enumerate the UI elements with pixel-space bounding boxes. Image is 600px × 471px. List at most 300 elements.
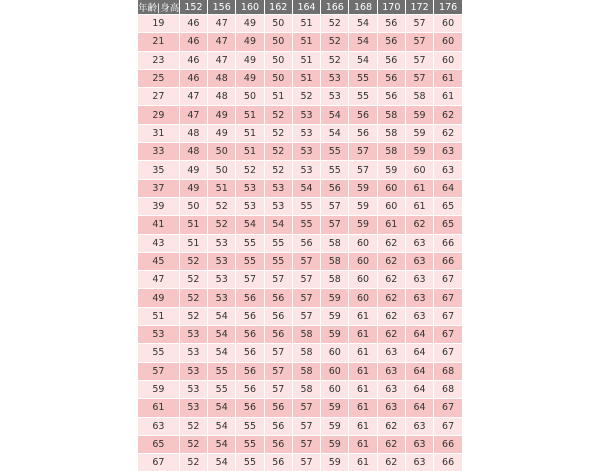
weight-cell: 53 bbox=[292, 106, 320, 124]
weight-cell: 62 bbox=[377, 417, 405, 435]
weight-cell: 60 bbox=[377, 197, 405, 215]
weight-cell: 54 bbox=[208, 326, 236, 344]
weight-cell: 62 bbox=[434, 106, 462, 124]
weight-cell: 49 bbox=[208, 106, 236, 124]
age-cell: 59 bbox=[138, 380, 179, 398]
weight-cell: 53 bbox=[179, 399, 207, 417]
weight-cell: 53 bbox=[208, 289, 236, 307]
age-cell: 27 bbox=[138, 88, 179, 106]
weight-cell: 58 bbox=[377, 143, 405, 161]
weight-cell: 60 bbox=[405, 161, 433, 179]
weight-chart-table-wrapper bbox=[138, 0, 462, 471]
weight-cell: 68 bbox=[434, 362, 462, 380]
weight-cell: 53 bbox=[179, 362, 207, 380]
table-row bbox=[138, 15, 462, 33]
weight-cell: 51 bbox=[292, 15, 320, 33]
weight-cell: 55 bbox=[236, 417, 264, 435]
weight-cell: 57 bbox=[405, 51, 433, 69]
weight-cell: 51 bbox=[236, 106, 264, 124]
weight-cell: 51 bbox=[292, 51, 320, 69]
age-cell: 35 bbox=[138, 161, 179, 179]
table-row bbox=[138, 289, 462, 307]
weight-cell: 61 bbox=[377, 216, 405, 234]
weight-cell: 54 bbox=[236, 216, 264, 234]
weight-cell: 64 bbox=[405, 362, 433, 380]
weight-cell: 53 bbox=[236, 179, 264, 197]
height-header: 162 bbox=[264, 0, 292, 15]
weight-cell: 56 bbox=[236, 344, 264, 362]
weight-cell: 52 bbox=[264, 124, 292, 142]
weight-cell: 53 bbox=[321, 69, 349, 87]
table-row bbox=[138, 417, 462, 435]
weight-cell: 52 bbox=[179, 435, 207, 453]
weight-cell: 49 bbox=[236, 33, 264, 51]
age-cell: 25 bbox=[138, 69, 179, 87]
weight-cell: 56 bbox=[292, 234, 320, 252]
weight-cell: 46 bbox=[179, 15, 207, 33]
weight-cell: 58 bbox=[292, 326, 320, 344]
weight-cell: 57 bbox=[405, 33, 433, 51]
weight-cell: 62 bbox=[377, 252, 405, 270]
weight-cell: 61 bbox=[349, 326, 377, 344]
weight-cell: 59 bbox=[405, 143, 433, 161]
weight-cell: 49 bbox=[179, 179, 207, 197]
weight-cell: 67 bbox=[434, 307, 462, 325]
weight-cell: 56 bbox=[377, 69, 405, 87]
table-row bbox=[138, 124, 462, 142]
weight-cell: 68 bbox=[434, 380, 462, 398]
weight-cell: 61 bbox=[349, 344, 377, 362]
weight-cell: 61 bbox=[349, 454, 377, 471]
weight-cell: 52 bbox=[179, 289, 207, 307]
weight-cell: 53 bbox=[236, 197, 264, 215]
table-row bbox=[138, 51, 462, 69]
weight-cell: 47 bbox=[179, 88, 207, 106]
age-cell: 63 bbox=[138, 417, 179, 435]
weight-cell: 55 bbox=[236, 252, 264, 270]
weight-cell: 58 bbox=[321, 271, 349, 289]
height-header: 164 bbox=[292, 0, 320, 15]
weight-cell: 60 bbox=[349, 271, 377, 289]
weight-cell: 56 bbox=[264, 417, 292, 435]
age-cell: 19 bbox=[138, 15, 179, 33]
weight-cell: 53 bbox=[179, 326, 207, 344]
age-cell: 31 bbox=[138, 124, 179, 142]
weight-cell: 60 bbox=[349, 289, 377, 307]
age-cell: 67 bbox=[138, 454, 179, 471]
weight-cell: 57 bbox=[405, 15, 433, 33]
weight-cell: 46 bbox=[179, 33, 207, 51]
weight-cell: 55 bbox=[236, 435, 264, 453]
weight-cell: 52 bbox=[179, 417, 207, 435]
weight-cell: 57 bbox=[321, 197, 349, 215]
age-cell: 43 bbox=[138, 234, 179, 252]
weight-cell: 47 bbox=[208, 51, 236, 69]
weight-cell: 52 bbox=[179, 307, 207, 325]
weight-cell: 50 bbox=[208, 143, 236, 161]
weight-cell: 54 bbox=[264, 216, 292, 234]
weight-cell: 51 bbox=[236, 124, 264, 142]
age-cell: 45 bbox=[138, 252, 179, 270]
weight-cell: 56 bbox=[264, 399, 292, 417]
weight-cell: 63 bbox=[405, 435, 433, 453]
weight-cell: 63 bbox=[377, 399, 405, 417]
weight-cell: 58 bbox=[321, 234, 349, 252]
table-row bbox=[138, 216, 462, 234]
weight-cell: 52 bbox=[236, 161, 264, 179]
weight-cell: 63 bbox=[405, 234, 433, 252]
weight-cell: 55 bbox=[264, 234, 292, 252]
weight-cell: 56 bbox=[236, 307, 264, 325]
weight-cell: 61 bbox=[349, 362, 377, 380]
weight-cell: 53 bbox=[179, 344, 207, 362]
weight-cell: 53 bbox=[264, 179, 292, 197]
weight-cell: 65 bbox=[434, 197, 462, 215]
weight-cell: 56 bbox=[236, 326, 264, 344]
table-row bbox=[138, 197, 462, 215]
height-header: 166 bbox=[321, 0, 349, 15]
table-row bbox=[138, 179, 462, 197]
weight-cell: 46 bbox=[179, 69, 207, 87]
age-cell: 55 bbox=[138, 344, 179, 362]
weight-cell: 55 bbox=[208, 362, 236, 380]
table-row bbox=[138, 380, 462, 398]
table-row bbox=[138, 271, 462, 289]
weight-cell: 53 bbox=[208, 234, 236, 252]
weight-cell: 57 bbox=[292, 289, 320, 307]
weight-cell: 63 bbox=[377, 362, 405, 380]
weight-cell: 55 bbox=[236, 234, 264, 252]
weight-cell: 48 bbox=[208, 88, 236, 106]
weight-cell: 57 bbox=[405, 69, 433, 87]
weight-cell: 53 bbox=[321, 88, 349, 106]
table-row bbox=[138, 307, 462, 325]
weight-cell: 63 bbox=[405, 271, 433, 289]
weight-cell: 55 bbox=[321, 161, 349, 179]
weight-cell: 67 bbox=[434, 417, 462, 435]
weight-cell: 51 bbox=[264, 88, 292, 106]
weight-cell: 56 bbox=[236, 380, 264, 398]
weight-cell: 66 bbox=[434, 252, 462, 270]
weight-cell: 63 bbox=[434, 161, 462, 179]
weight-cell: 56 bbox=[236, 362, 264, 380]
weight-cell: 52 bbox=[179, 252, 207, 270]
age-cell: 61 bbox=[138, 399, 179, 417]
weight-cell: 50 bbox=[236, 88, 264, 106]
age-cell: 37 bbox=[138, 179, 179, 197]
age-cell: 51 bbox=[138, 307, 179, 325]
weight-cell: 54 bbox=[208, 307, 236, 325]
weight-cell: 54 bbox=[349, 51, 377, 69]
weight-cell: 66 bbox=[434, 454, 462, 471]
weight-cell: 60 bbox=[321, 344, 349, 362]
age-cell: 65 bbox=[138, 435, 179, 453]
weight-cell: 53 bbox=[292, 124, 320, 142]
height-header: 172 bbox=[405, 0, 433, 15]
weight-cell: 57 bbox=[236, 271, 264, 289]
weight-cell: 50 bbox=[179, 197, 207, 215]
weight-cell: 61 bbox=[405, 179, 433, 197]
weight-cell: 54 bbox=[292, 179, 320, 197]
weight-cell: 54 bbox=[321, 124, 349, 142]
table-row bbox=[138, 234, 462, 252]
weight-cell: 63 bbox=[405, 252, 433, 270]
weight-cell: 59 bbox=[349, 197, 377, 215]
weight-cell: 53 bbox=[292, 161, 320, 179]
weight-cell: 52 bbox=[321, 33, 349, 51]
weight-cell: 49 bbox=[236, 69, 264, 87]
weight-cell: 55 bbox=[264, 252, 292, 270]
weight-cell: 57 bbox=[349, 161, 377, 179]
weight-cell: 63 bbox=[377, 344, 405, 362]
age-cell: 57 bbox=[138, 362, 179, 380]
weight-cell: 56 bbox=[377, 51, 405, 69]
weight-cell: 56 bbox=[264, 454, 292, 471]
weight-cell: 57 bbox=[264, 362, 292, 380]
weight-cell: 63 bbox=[405, 454, 433, 471]
table-row bbox=[138, 435, 462, 453]
weight-cell: 51 bbox=[208, 179, 236, 197]
weight-cell: 63 bbox=[434, 143, 462, 161]
table-row bbox=[138, 88, 462, 106]
weight-cell: 57 bbox=[292, 435, 320, 453]
weight-cell: 59 bbox=[377, 161, 405, 179]
height-header: 170 bbox=[377, 0, 405, 15]
weight-cell: 56 bbox=[377, 33, 405, 51]
weight-cell: 62 bbox=[377, 271, 405, 289]
weight-cell: 57 bbox=[321, 216, 349, 234]
weight-cell: 55 bbox=[292, 197, 320, 215]
weight-cell: 50 bbox=[264, 33, 292, 51]
weight-cell: 52 bbox=[264, 143, 292, 161]
weight-cell: 56 bbox=[264, 326, 292, 344]
weight-cell: 52 bbox=[208, 216, 236, 234]
weight-cell: 62 bbox=[377, 326, 405, 344]
height-header: 156 bbox=[208, 0, 236, 15]
weight-cell: 59 bbox=[321, 417, 349, 435]
table-row bbox=[138, 362, 462, 380]
weight-cell: 61 bbox=[349, 380, 377, 398]
weight-cell: 64 bbox=[405, 344, 433, 362]
weight-cell: 58 bbox=[321, 252, 349, 270]
weight-cell: 59 bbox=[349, 216, 377, 234]
weight-cell: 56 bbox=[377, 15, 405, 33]
weight-cell: 62 bbox=[377, 234, 405, 252]
weight-cell: 61 bbox=[405, 197, 433, 215]
height-age-weight-table bbox=[138, 0, 462, 471]
weight-cell: 59 bbox=[349, 179, 377, 197]
weight-cell: 51 bbox=[236, 143, 264, 161]
weight-cell: 55 bbox=[349, 88, 377, 106]
weight-cell: 54 bbox=[208, 399, 236, 417]
weight-cell: 53 bbox=[208, 271, 236, 289]
weight-cell: 56 bbox=[349, 106, 377, 124]
weight-cell: 52 bbox=[208, 197, 236, 215]
age-cell: 39 bbox=[138, 197, 179, 215]
age-cell: 29 bbox=[138, 106, 179, 124]
weight-cell: 57 bbox=[349, 143, 377, 161]
table-row bbox=[138, 399, 462, 417]
weight-cell: 52 bbox=[179, 454, 207, 471]
weight-cell: 57 bbox=[264, 271, 292, 289]
weight-cell: 48 bbox=[179, 124, 207, 142]
weight-cell: 47 bbox=[208, 15, 236, 33]
weight-cell: 64 bbox=[405, 399, 433, 417]
weight-cell: 60 bbox=[434, 15, 462, 33]
weight-cell: 67 bbox=[434, 289, 462, 307]
weight-cell: 48 bbox=[179, 143, 207, 161]
weight-cell: 61 bbox=[434, 88, 462, 106]
weight-cell: 49 bbox=[236, 51, 264, 69]
table-body bbox=[138, 15, 462, 471]
table-row bbox=[138, 33, 462, 51]
table-row bbox=[138, 143, 462, 161]
weight-cell: 58 bbox=[377, 124, 405, 142]
table-row bbox=[138, 252, 462, 270]
weight-cell: 62 bbox=[377, 289, 405, 307]
weight-cell: 58 bbox=[292, 362, 320, 380]
weight-cell: 47 bbox=[208, 33, 236, 51]
header-row bbox=[138, 0, 462, 15]
weight-cell: 61 bbox=[434, 69, 462, 87]
weight-cell: 59 bbox=[321, 454, 349, 471]
weight-cell: 54 bbox=[208, 435, 236, 453]
weight-cell: 63 bbox=[405, 289, 433, 307]
weight-cell: 48 bbox=[208, 69, 236, 87]
weight-cell: 59 bbox=[405, 124, 433, 142]
weight-cell: 61 bbox=[349, 417, 377, 435]
weight-cell: 53 bbox=[208, 252, 236, 270]
height-header: 160 bbox=[236, 0, 264, 15]
weight-cell: 63 bbox=[377, 380, 405, 398]
weight-cell: 55 bbox=[292, 216, 320, 234]
weight-cell: 64 bbox=[405, 380, 433, 398]
weight-cell: 55 bbox=[349, 69, 377, 87]
weight-cell: 56 bbox=[236, 289, 264, 307]
weight-cell: 66 bbox=[434, 234, 462, 252]
weight-cell: 50 bbox=[264, 15, 292, 33]
weight-cell: 52 bbox=[321, 51, 349, 69]
weight-cell: 58 bbox=[292, 344, 320, 362]
weight-cell: 52 bbox=[292, 88, 320, 106]
weight-cell: 50 bbox=[264, 69, 292, 87]
weight-cell: 57 bbox=[292, 271, 320, 289]
weight-cell: 61 bbox=[349, 307, 377, 325]
weight-cell: 57 bbox=[292, 417, 320, 435]
height-header: 168 bbox=[349, 0, 377, 15]
weight-cell: 66 bbox=[434, 435, 462, 453]
weight-cell: 67 bbox=[434, 326, 462, 344]
weight-cell: 60 bbox=[377, 179, 405, 197]
weight-cell: 55 bbox=[321, 143, 349, 161]
weight-cell: 56 bbox=[236, 399, 264, 417]
weight-cell: 52 bbox=[179, 271, 207, 289]
age-cell: 33 bbox=[138, 143, 179, 161]
weight-cell: 47 bbox=[179, 106, 207, 124]
age-cell: 47 bbox=[138, 271, 179, 289]
weight-cell: 56 bbox=[264, 289, 292, 307]
weight-cell: 57 bbox=[292, 454, 320, 471]
weight-cell: 55 bbox=[208, 380, 236, 398]
weight-cell: 64 bbox=[405, 326, 433, 344]
weight-cell: 54 bbox=[349, 15, 377, 33]
weight-cell: 58 bbox=[377, 106, 405, 124]
weight-cell: 56 bbox=[321, 179, 349, 197]
weight-cell: 61 bbox=[349, 435, 377, 453]
weight-cell: 57 bbox=[264, 380, 292, 398]
weight-cell: 67 bbox=[434, 344, 462, 362]
age-cell: 21 bbox=[138, 33, 179, 51]
weight-cell: 54 bbox=[321, 106, 349, 124]
weight-cell: 62 bbox=[377, 307, 405, 325]
weight-cell: 53 bbox=[292, 143, 320, 161]
weight-cell: 60 bbox=[321, 380, 349, 398]
weight-cell: 67 bbox=[434, 271, 462, 289]
weight-cell: 62 bbox=[434, 124, 462, 142]
weight-cell: 51 bbox=[292, 33, 320, 51]
weight-cell: 59 bbox=[321, 307, 349, 325]
weight-cell: 59 bbox=[321, 326, 349, 344]
table-row bbox=[138, 106, 462, 124]
weight-cell: 60 bbox=[321, 362, 349, 380]
table-row bbox=[138, 326, 462, 344]
weight-cell: 50 bbox=[264, 51, 292, 69]
weight-cell: 52 bbox=[264, 161, 292, 179]
age-cell: 53 bbox=[138, 326, 179, 344]
weight-cell: 57 bbox=[264, 344, 292, 362]
weight-cell: 52 bbox=[321, 15, 349, 33]
weight-cell: 54 bbox=[208, 417, 236, 435]
weight-cell: 63 bbox=[405, 307, 433, 325]
weight-cell: 58 bbox=[405, 88, 433, 106]
weight-cell: 59 bbox=[405, 106, 433, 124]
age-cell: 23 bbox=[138, 51, 179, 69]
table-row bbox=[138, 161, 462, 179]
age-cell: 41 bbox=[138, 216, 179, 234]
corner-header: 年齢|身高 bbox=[138, 0, 179, 15]
weight-cell: 61 bbox=[349, 399, 377, 417]
weight-cell: 57 bbox=[292, 307, 320, 325]
weight-cell: 62 bbox=[405, 216, 433, 234]
weight-cell: 49 bbox=[208, 124, 236, 142]
weight-cell: 56 bbox=[264, 307, 292, 325]
weight-cell: 59 bbox=[321, 399, 349, 417]
weight-cell: 56 bbox=[349, 124, 377, 142]
weight-cell: 62 bbox=[377, 435, 405, 453]
weight-cell: 60 bbox=[349, 252, 377, 270]
weight-cell: 59 bbox=[321, 289, 349, 307]
table-row bbox=[138, 69, 462, 87]
height-header: 176 bbox=[434, 0, 462, 15]
weight-cell: 56 bbox=[264, 435, 292, 453]
weight-cell: 65 bbox=[434, 216, 462, 234]
weight-cell: 57 bbox=[292, 399, 320, 417]
weight-cell: 58 bbox=[292, 380, 320, 398]
weight-cell: 64 bbox=[434, 179, 462, 197]
weight-cell: 53 bbox=[264, 197, 292, 215]
weight-cell: 54 bbox=[208, 454, 236, 471]
weight-cell: 51 bbox=[179, 234, 207, 252]
weight-cell: 59 bbox=[321, 435, 349, 453]
weight-cell: 49 bbox=[236, 15, 264, 33]
weight-cell: 67 bbox=[434, 399, 462, 417]
weight-cell: 54 bbox=[349, 33, 377, 51]
weight-cell: 56 bbox=[377, 88, 405, 106]
weight-cell: 51 bbox=[179, 216, 207, 234]
table-row bbox=[138, 344, 462, 362]
table-row bbox=[138, 454, 462, 471]
weight-cell: 49 bbox=[179, 161, 207, 179]
